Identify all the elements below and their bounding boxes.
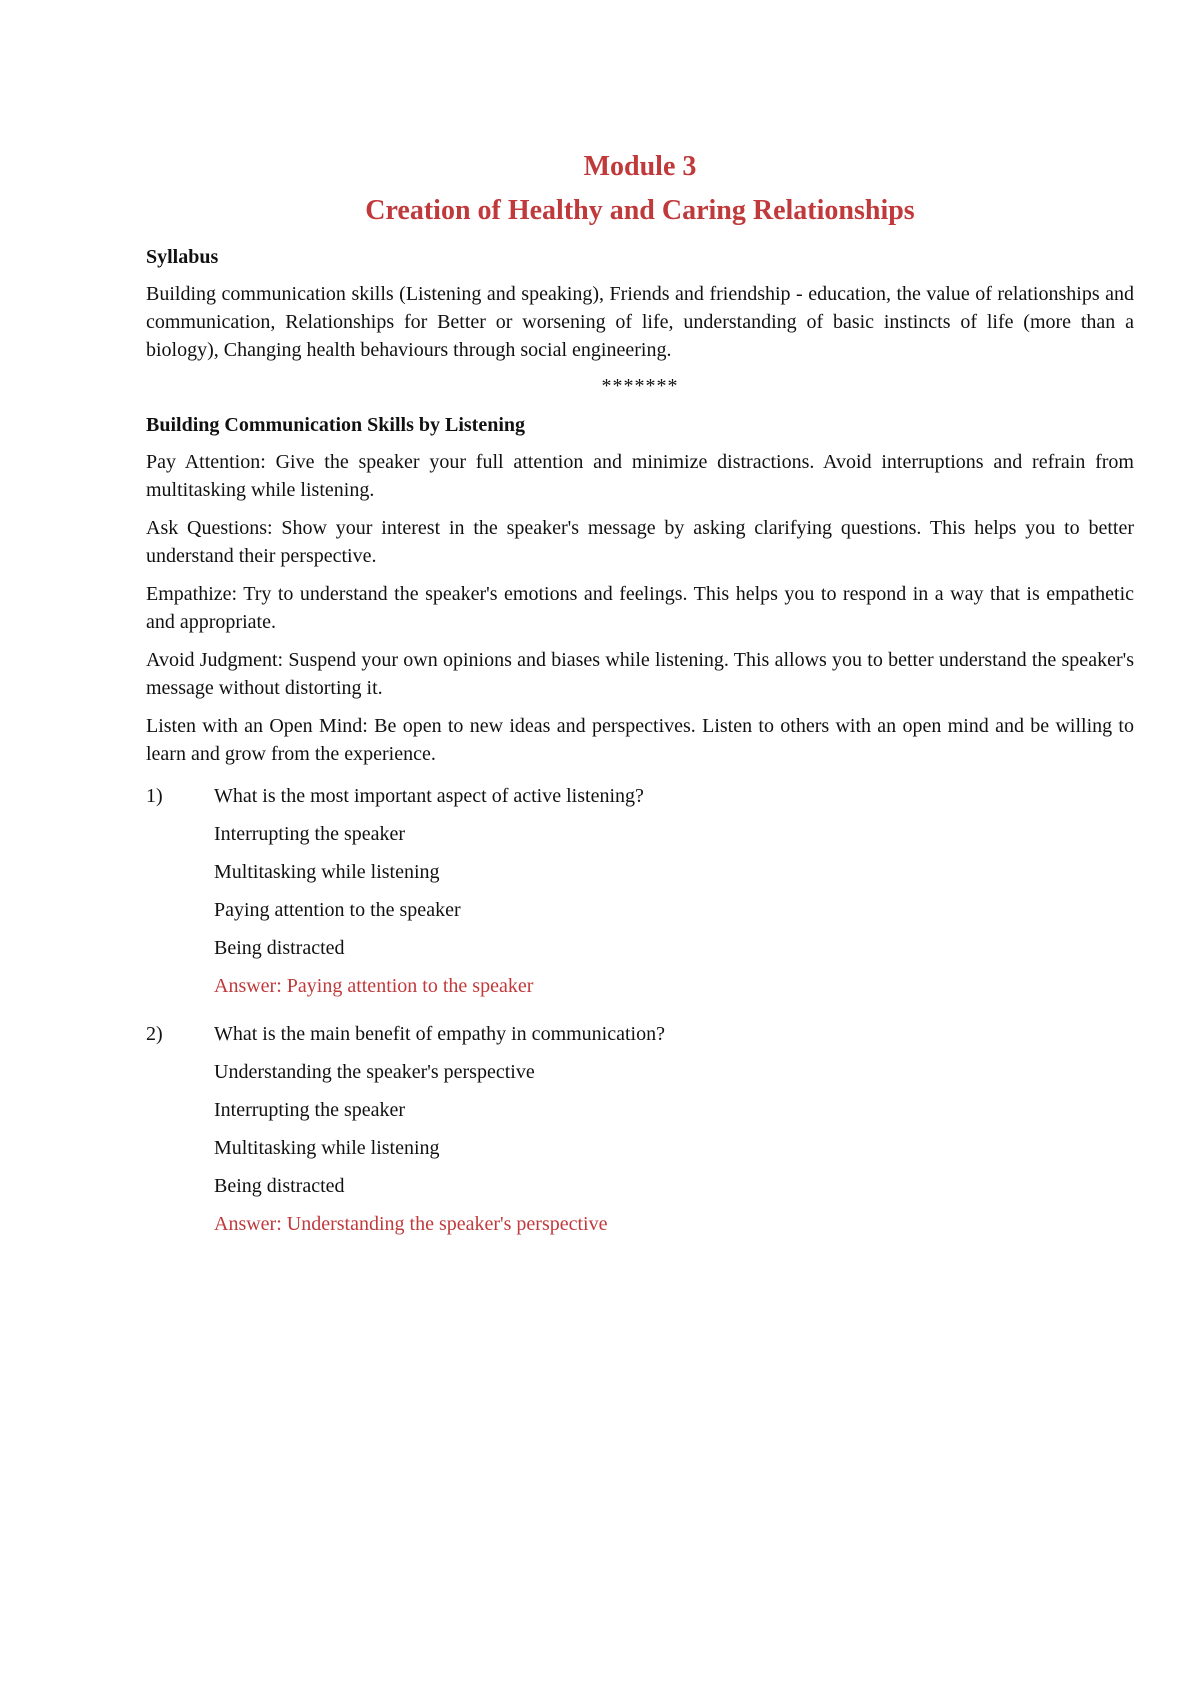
section-separator: ******* [601, 375, 679, 397]
syllabus-heading: Syllabus [146, 246, 219, 268]
document-page [146, 150, 1134, 1238]
question-text: What is the main benefit of empathy in communication? [214, 1023, 665, 1045]
question-text: What is the most important aspect of active listening? [214, 785, 644, 807]
question-number: 2) [146, 1023, 163, 1045]
question-options [214, 820, 1134, 1000]
question-options [214, 1058, 1134, 1238]
question-option: Interrupting the speaker [214, 1099, 406, 1121]
question-number: 1) [146, 785, 163, 807]
question-block [146, 1020, 1134, 1238]
question-row [146, 1020, 1134, 1048]
question-option: Interrupting the speaker [214, 823, 406, 845]
question-option: Multitasking while listening [214, 1137, 440, 1159]
module-subtitle: Creation of Healthy and Caring Relationships [365, 195, 915, 226]
question-answer: Answer: Paying attention to the speaker [214, 975, 534, 997]
question-option: Being distracted [214, 937, 345, 959]
listening-heading: Building Communication Skills by Listening [146, 414, 526, 436]
question-option: Being distracted [214, 1175, 345, 1197]
question-option: Multitasking while listening [214, 861, 440, 883]
listening-paragraph: Ask Questions: Show your interest in the speaker's message by asking clarifying questions. This helps you to better understand their perspective. [146, 517, 1134, 567]
listening-paragraph: Pay Attention: Give the speaker your full attention and minimize distractions. Avoid interruptions and refrain from multitasking while listening. [146, 451, 1134, 501]
question-answer: Answer: Understanding the speaker's perspective [214, 1213, 608, 1235]
listening-paragraph: Avoid Judgment: Suspend your own opinions and biases while listening. This allows you to better understand the speaker's message without distorting it. [146, 649, 1134, 699]
module-number-title: Module 3 [583, 151, 697, 182]
question-option: Understanding the speaker's perspective [214, 1061, 535, 1083]
question-block [146, 782, 1134, 1000]
listening-paragraph: Empathize: Try to understand the speaker's emotions and feelings. This helps you to respond in a way that is empathetic and appropriate. [146, 583, 1134, 633]
listening-paragraph: Listen with an Open Mind: Be open to new ideas and perspectives. Listen to others with an open mind and be willing to learn and grow from the experience. [146, 715, 1134, 765]
syllabus-text: Building communication skills (Listening and speaking), Friends and friendship - education, the value of relationships and communication, Relationships for Better or worsening of life, understanding of basic instincts of life (more than a biology), Changing health behaviours through social engineering. [146, 283, 1134, 361]
question-option: Paying attention to the speaker [214, 899, 461, 921]
question-row [146, 782, 1134, 810]
